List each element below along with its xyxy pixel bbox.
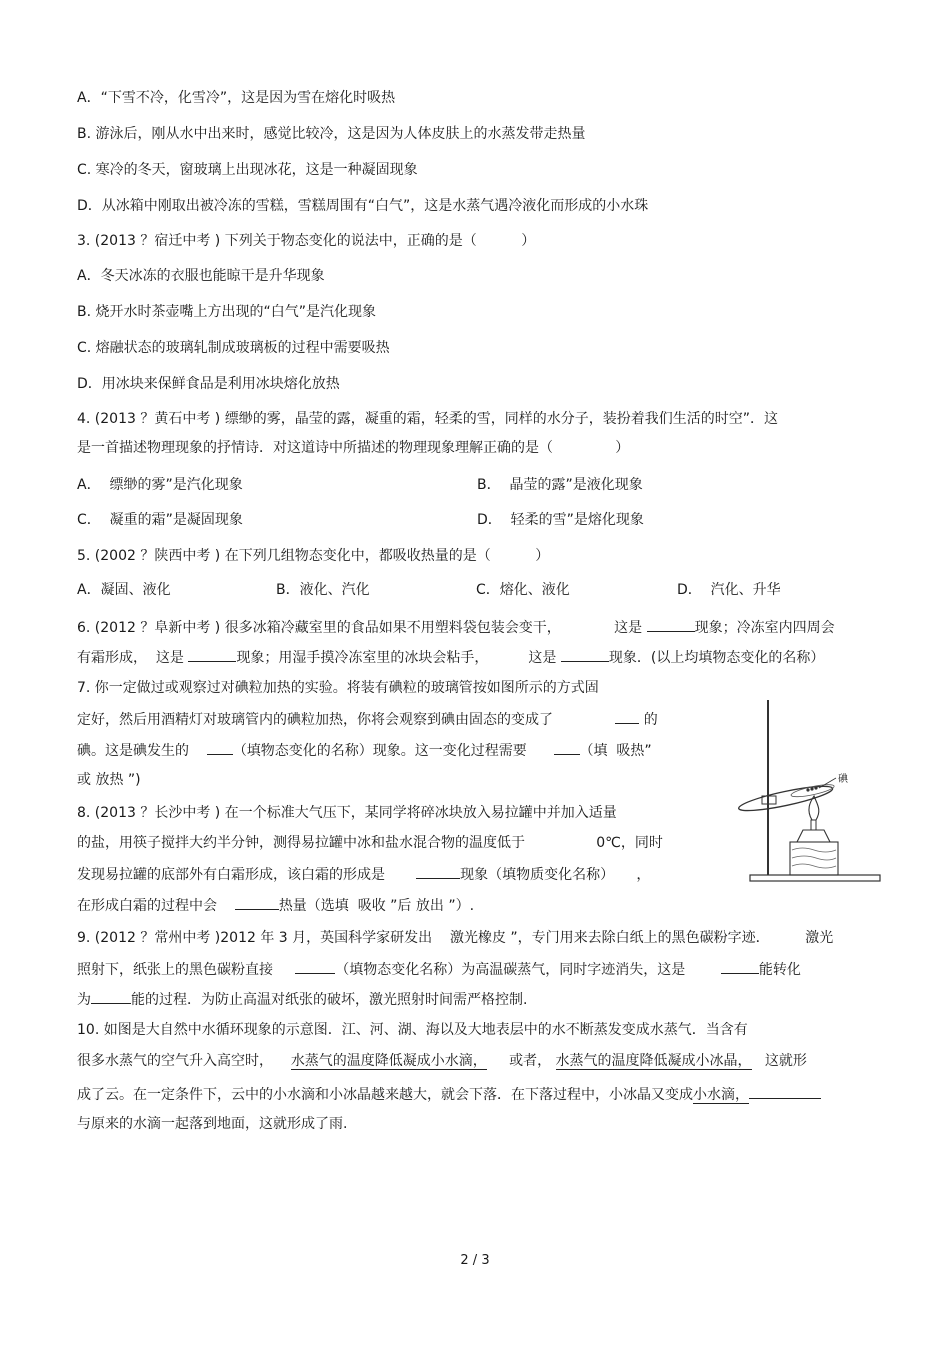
q7-line2 bbox=[77, 708, 658, 730]
q7-text: 碘。这是碘发生的 bbox=[77, 743, 189, 759]
q8-text: 发现易拉罐的底部外有白霜形成，该白霜的形成是 bbox=[77, 867, 385, 883]
answer-blank[interactable] bbox=[749, 1083, 821, 1099]
q9-text: 为 bbox=[77, 992, 91, 1008]
q10-line1: 10. 如图是大自然中水循环现象的示意图．江、河、湖、海以及大地表层中的水不断蒸发变成水蒸气．当含有 bbox=[77, 1022, 748, 1038]
iodine-particle bbox=[810, 787, 813, 790]
answer-filled: 小水滴， bbox=[693, 1087, 749, 1103]
q7-text: （填物态变化的名称）现象。这一变化过程需要 bbox=[232, 743, 527, 759]
q7-text: （填 吸热” bbox=[579, 743, 652, 759]
q10-text: 这就形 bbox=[764, 1053, 807, 1069]
iodine-particle bbox=[806, 788, 809, 791]
q3-option-c: C. 熔融状态的玻璃轧制成玻璃板的过程中需要吸热 bbox=[77, 340, 390, 356]
wood-grain bbox=[792, 848, 836, 868]
q8-line4 bbox=[77, 894, 474, 916]
q6-line2 bbox=[77, 646, 824, 668]
answer-filled: 水蒸气的温度降低凝成小冰晶， bbox=[555, 1053, 752, 1069]
lamp-wick bbox=[811, 820, 816, 830]
q6-text: 这是 bbox=[614, 620, 643, 636]
q10-text: 或者， bbox=[509, 1053, 552, 1069]
q3-option-b: B. 烧开水时茶壶嘴上方出现的“白气”是汽化现象 bbox=[77, 304, 377, 320]
q10-line2 bbox=[77, 1051, 807, 1071]
q9-line2 bbox=[77, 958, 801, 980]
page-number: 2 / 3 bbox=[460, 1253, 490, 1268]
iodine-heating-apparatus-figure bbox=[724, 692, 884, 892]
q3-option-d: D．用冰块来保鲜食品是利用冰块熔化放热 bbox=[77, 376, 340, 392]
q8-text: ， bbox=[636, 867, 651, 883]
iodine-label: 碘 bbox=[838, 774, 848, 785]
iodine-particle bbox=[814, 786, 817, 789]
q5-option-d: D． 汽化、升华 bbox=[677, 582, 781, 598]
q6-text: 现象．(以上均填物态变化的名称） bbox=[608, 650, 825, 666]
q7-text: 的 bbox=[643, 712, 658, 728]
q9-text: 能转化 bbox=[758, 962, 801, 978]
apparatus-illustration bbox=[724, 692, 884, 892]
q3-option-a: A．冬天冰冻的衣服也能晾干是升华现象 bbox=[77, 268, 325, 284]
answer-blank[interactable] bbox=[416, 863, 460, 879]
answer-blank[interactable] bbox=[615, 708, 639, 724]
answer-blank[interactable] bbox=[235, 894, 279, 910]
q2-option-d: D．从冰箱中刚取出被冷冻的雪糕，雪糕周围有“白气”，这是水蒸气遇冷液化而形成的小水珠 bbox=[77, 198, 649, 214]
q10-text: 很多水蒸气的空气升入高空时， bbox=[77, 1053, 273, 1069]
answer-blank[interactable] bbox=[721, 958, 759, 974]
q9-text: 照射下，纸张上的黑色碳粉直接 bbox=[77, 962, 273, 978]
q5-stem: 5. (2002 ？陕西中考 ) 在下列几组物态变化中，都吸收热量的是（ ） bbox=[77, 548, 550, 564]
q8-text: 现象（填物质变化名称） bbox=[460, 867, 615, 883]
q2-option-a: A．“下雪不冷，化雪冷”，这是因为雪在熔化时吸热 bbox=[77, 90, 396, 106]
wooden-block bbox=[790, 842, 838, 875]
q6-line1 bbox=[77, 616, 835, 638]
q10-line3 bbox=[77, 1083, 821, 1105]
q9-text: 能的过程．为防止高温对纸张的破坏，激光照射时间需严格控制. bbox=[131, 992, 528, 1008]
q5-option-c: C．熔化、液化 bbox=[476, 582, 570, 598]
q4-option-b: B． 晶莹的露”是液化现象 bbox=[477, 477, 643, 493]
q8-text: 的盐，用筷子搅拌大约半分钟，测得易拉罐中冰和盐水混合物的温度低于 bbox=[77, 835, 525, 851]
answer-blank[interactable] bbox=[207, 739, 233, 755]
q4-option-a: A． 缥缈的雾”是汽化现象 bbox=[77, 477, 243, 493]
q4-option-d: D． 轻柔的雪”是熔化现象 bbox=[477, 512, 644, 528]
q4-option-c: C． 凝重的霜”是凝固现象 bbox=[77, 512, 243, 528]
q8-line2 bbox=[77, 833, 663, 853]
q7-text: 定好，然后用酒精灯对玻璃管内的碘粒加热，你将会观察到碘由固态的变成了 bbox=[77, 712, 553, 728]
q2-option-c: C. 寒冷的冬天，窗玻璃上出现冰花，这是一种凝固现象 bbox=[77, 162, 418, 178]
answer-blank[interactable] bbox=[561, 646, 609, 662]
answer-blank[interactable] bbox=[91, 988, 131, 1004]
q2-option-b: B. 游泳后，刚从水中出来时，感觉比较冷，这是因为人体皮肤上的水蒸发带走热量 bbox=[77, 126, 586, 142]
alcohol-lamp bbox=[797, 830, 830, 842]
q4-stem-line1: 4. (2013 ？黄石中考 ) 缥缈的雾，晶莹的露，凝重的霜，轻柔的雪，同样的水分子，装扮着我们生活的时空”．这 bbox=[77, 411, 778, 427]
q8-text: 0℃，同时 bbox=[596, 835, 663, 851]
answer-blank[interactable] bbox=[188, 646, 236, 662]
q3-stem: 3. (2013 ？宿迁中考 ) 下列关于物态变化的说法中，正确的是（ ） bbox=[77, 233, 536, 249]
q8-text: 热量（选填 吸收 ”后 放出 ”）. bbox=[278, 898, 475, 914]
q9-text: 激光橡皮 ”，专门用来去除白纸上的黑色碳粉字迹． bbox=[449, 930, 770, 946]
q4-stem-line2: 是一首描述物理现象的抒情诗．对这道诗中所描述的物理现象理解正确的是（ ） bbox=[77, 440, 630, 456]
q9-line1 bbox=[77, 928, 833, 948]
q6-text: 现象；冷冻室内四周会 bbox=[694, 620, 835, 636]
answer-blank[interactable] bbox=[647, 616, 695, 632]
q8-line3 bbox=[77, 863, 650, 885]
q6-text: 现象；用湿手摸冷冻室里的冰块会粘手， bbox=[236, 650, 489, 666]
q7-line1: 7. 你一定做过或观察过对碘粒加热的实验。将装有碘粒的玻璃管按如图所示的方式固 bbox=[77, 680, 599, 696]
q7-line4: 或 放热 ”) bbox=[77, 772, 141, 788]
q7-line3 bbox=[77, 739, 652, 761]
q8-line1: 8. (2013 ？长沙中考 ) 在一个标准大气压下，某同学将碎冰块放入易拉罐中并加入适量 bbox=[77, 805, 617, 821]
stand-base bbox=[750, 875, 880, 881]
answer-blank[interactable] bbox=[295, 958, 335, 974]
answer-blank[interactable] bbox=[554, 739, 580, 755]
q8-text: 在形成白霜的过程中会 bbox=[77, 898, 217, 914]
q5-option-b: B．液化、汽化 bbox=[276, 582, 370, 598]
q10-text: 成了云。在一定条件下，云中的小水滴和小冰晶越来越大，就会下落．在下落过程中，小冰晶又变成 bbox=[77, 1087, 693, 1103]
q6-text: 6. (2012 ？阜新中考 ) 很多冰箱冷藏室里的食品如果不用塑料袋包装会变干， bbox=[77, 620, 561, 636]
q9-line3 bbox=[77, 988, 527, 1010]
q9-text: 9. (2012 ？常州中考 )2012 年 3 月，英国科学家研发出 bbox=[77, 930, 433, 946]
q6-text: 这是 bbox=[528, 650, 557, 666]
q5-option-a: A．凝固、液化 bbox=[77, 582, 171, 598]
q9-text: 激光 bbox=[805, 930, 834, 946]
q10-line4: 与原来的水滴一起落到地面，这就形成了雨. bbox=[77, 1116, 348, 1132]
q9-text: （填物态变化名称）为高温碳蒸气，同时字迹消失，这是 bbox=[335, 962, 686, 978]
answer-filled: 水蒸气的温度降低凝成小水滴， bbox=[290, 1053, 487, 1069]
q6-text: 有霜形成， 这是 bbox=[77, 650, 184, 666]
